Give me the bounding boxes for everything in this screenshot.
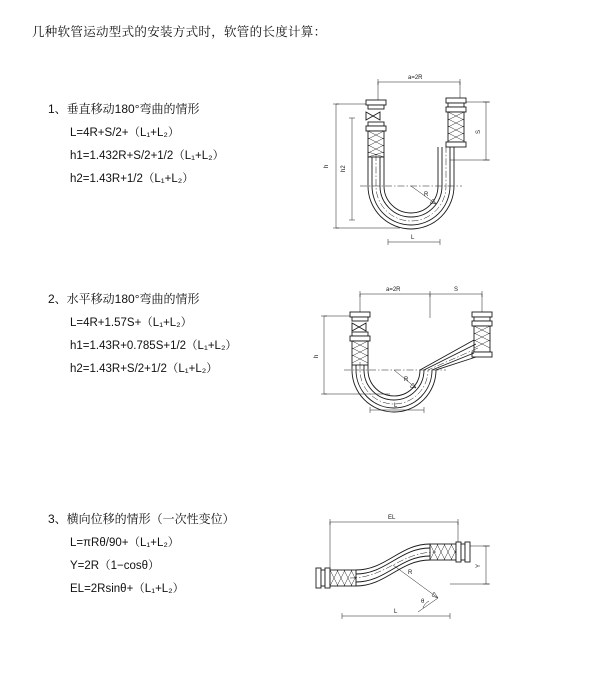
section-3-text <box>48 510 298 603</box>
section-1-title: 1、垂直移动180°弯曲的情形 <box>48 102 200 116</box>
section-2-title: 2、水平移动180°弯曲的情形 <box>48 292 200 306</box>
section-1-formula-2: h1=1.432R+S/2+1/2（L₁+L₂） <box>70 150 225 162</box>
section-3-formula-1: L=πRθ/90+（L₁+L₂） <box>70 537 180 549</box>
section-3-title: 3、横向位移的情形（一次性变位） <box>48 512 235 526</box>
section-3-formula-3: EL=2Rsinθ+（L₁+L₂） <box>70 583 185 595</box>
dim-label-theta: θ <box>421 599 425 605</box>
section-2-text <box>48 290 298 383</box>
section-2-formula-1: L=4R+1.57S+（L₁+L₂） <box>70 317 193 329</box>
section-2-formula-3: h2=1.43R+S/2+1/2（L₁+L₂） <box>70 363 218 375</box>
dim-label-h2: h2 <box>341 165 347 172</box>
section-3-formula-2: Y=2R（1−cosθ） <box>70 560 160 572</box>
section-1-formula-1: L=4R+S/2+（L₁+L₂） <box>70 127 180 139</box>
lateral-offset-diagram <box>290 500 510 640</box>
vertical-180-bend-diagram <box>300 68 500 258</box>
dim-label-h-2: h <box>314 354 320 358</box>
dim-label-y: Y <box>476 563 482 568</box>
dim-label-l-3: L <box>394 609 398 615</box>
dim-label-h: h <box>324 164 330 168</box>
horizontal-180-bend-diagram <box>300 270 500 440</box>
dim-label-s-2: S <box>454 287 459 293</box>
page-title: 几种软管运动型式的安装方式时，软管的长度计算： <box>32 25 327 39</box>
dim-label-r-2: R <box>404 377 409 383</box>
section-1-text <box>48 100 298 193</box>
dim-label-r-3: R <box>408 570 413 576</box>
section-2-formula-2: h1=1.43R+0.785S+1/2（L₁+L₂） <box>70 340 237 352</box>
dim-label-l-2: L <box>394 403 398 409</box>
section-1-formula-3: h2=1.43R+1/2（L₁+L₂） <box>70 173 194 185</box>
dim-label-el: EL <box>388 515 396 521</box>
dim-label-l: L <box>411 235 415 241</box>
dim-label-s: S <box>476 129 482 134</box>
dim-label-a2r: a=2R <box>408 75 423 81</box>
dim-label-a2r-2: a=2R <box>386 287 401 293</box>
dim-label-r: R <box>424 192 429 198</box>
